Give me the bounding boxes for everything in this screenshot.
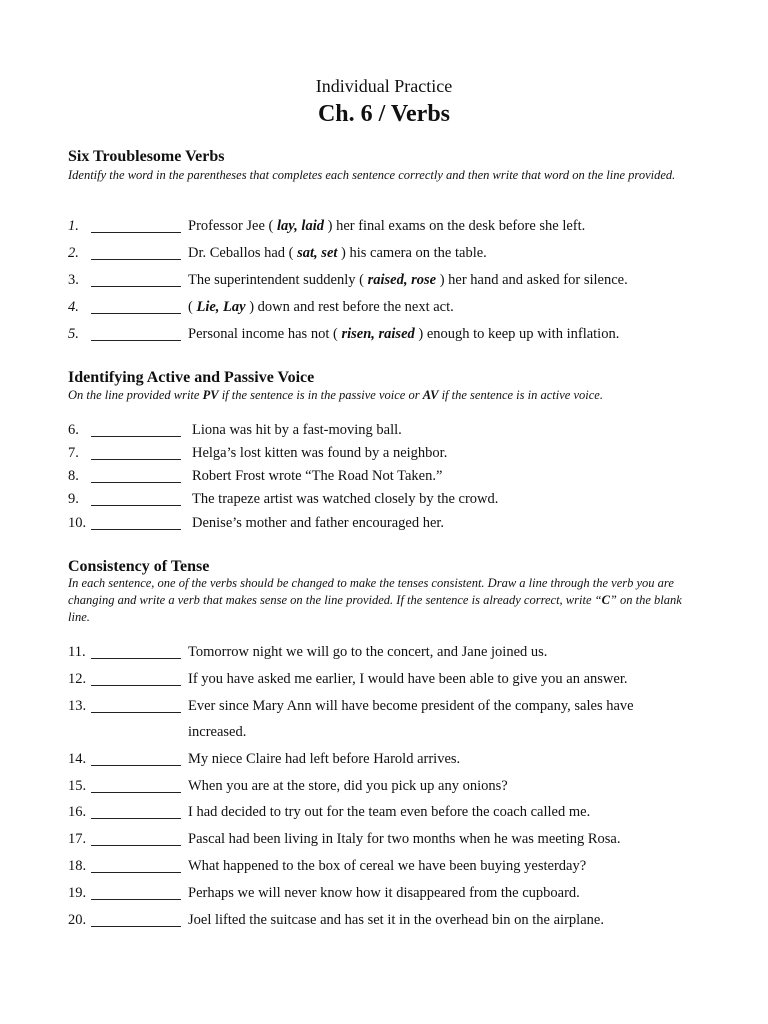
answer-blank[interactable] [91,459,181,460]
question-text: The superintendent suddenly ( raised, rose ) her hand and asked for silence. [188,272,628,288]
question-text: Tomorrow night we will go to the concert, and Jane joined us. [188,644,548,660]
question-text: Ever since Mary Ann will have become president of the company, sales have [188,698,634,714]
answer-blank[interactable] [91,482,181,483]
answer-blank[interactable] [91,712,181,713]
question-text: Helga’s lost kitten was found by a neighbor. [192,445,448,461]
question-text: ( Lie, Lay ) down and rest before the next act. [188,299,454,315]
section-heading-consistency-of-tense: Consistency of Tense [68,558,210,575]
answer-blank[interactable] [91,765,181,766]
question-number: 8. [68,468,79,484]
question-number: 6. [68,422,79,438]
verb-choice: sat, set [297,245,338,261]
answer-blank[interactable] [91,232,181,233]
question-text: Robert Frost wrote “The Road Not Taken.” [192,468,443,484]
question-number: 20. [68,912,87,928]
question-text: Joel lifted the suitcase and has set it in the overhead bin on the airplane. [188,912,604,928]
question-number: 17. [68,831,87,847]
answer-blank[interactable] [91,845,181,846]
question-text: Dr. Ceballos had ( sat, set ) his camera on the table. [188,245,487,261]
section-instructions-consistency-of-tense: In each sentence, one of the verbs should be changed to make the tenses consistent. Draw a line through the verb you are changing and write a verb that makes sense on the line provided. If the sentence is already correct, write “C” on the blank line. [68,576,682,624]
question-text: Personal income has not ( risen, raised ) enough to keep up with inflation. [188,326,620,342]
answer-blank[interactable] [91,818,181,819]
section-heading-active-passive: Identifying Active and Passive Voice [68,369,315,386]
page-subtitle: Individual Practice [315,76,453,96]
answer-blank[interactable] [91,259,181,260]
question-text: Professor Jee ( lay, laid ) her final exams on the desk before she left. [188,218,586,234]
question-number: 19. [68,885,87,901]
answer-blank[interactable] [91,313,181,314]
answer-blank[interactable] [91,286,181,287]
question-number: 10. [68,515,87,531]
question-number: 5. [68,326,79,342]
question-text: The trapeze artist was watched closely by the crowd. [192,491,499,507]
question-number: 9. [68,491,79,507]
question-text: My niece Claire had left before Harold arrives. [188,751,461,767]
answer-blank[interactable] [91,658,181,659]
verb-choice: lay, laid [277,218,324,234]
section-heading-troublesome-verbs: Six Troublesome Verbs [68,148,225,165]
question-number: 14. [68,751,87,767]
verb-choice: raised, rose [367,272,437,288]
question-text: Pascal had been living in Italy for two months when he was meeting Rosa. [188,831,621,847]
question-number: 12. [68,671,87,687]
question-text-continuation: increased. [188,724,247,740]
question-number: 18. [68,858,87,874]
question-number: 11. [68,644,86,660]
question-text: Denise’s mother and father encouraged her. [192,515,445,531]
answer-blank[interactable] [91,792,181,793]
answer-blank[interactable] [91,340,181,341]
question-number: 16. [68,804,87,820]
answer-blank[interactable] [91,872,181,873]
page-title: Ch. 6 / Verbs [317,101,451,127]
answer-blank[interactable] [91,685,181,686]
question-number: 4. [68,299,79,315]
section-instructions-active-passive: On the line provided write PV if the sentence is in the passive voice or AV if the sentence is in active voice. [68,388,603,402]
answer-blank[interactable] [91,436,181,437]
verb-choice: risen, raised [341,326,415,342]
verb-choice: Lie, Lay [196,299,246,315]
question-number: 2. [68,245,79,261]
question-number: 13. [68,698,87,714]
question-number: 7. [68,445,79,461]
question-text: Perhaps we will never know how it disappeared from the cupboard. [188,885,580,901]
answer-blank[interactable] [91,899,181,900]
question-text: Liona was hit by a fast-moving ball. [192,422,402,438]
section-instructions-troublesome-verbs: Identify the word in the parentheses that completes each sentence correctly and then write that word on the line provided. [68,168,676,182]
question-text: When you are at the store, did you pick up any onions? [188,778,508,794]
answer-blank[interactable] [91,505,181,506]
question-number: 15. [68,778,87,794]
question-text: What happened to the box of cereal we have been buying yesterday? [188,858,587,874]
question-number: 3. [68,272,79,288]
question-text: I had decided to try out for the team even before the coach called me. [188,804,591,820]
question-number: 1. [68,218,79,234]
question-text: If you have asked me earlier, I would have been able to give you an answer. [188,671,628,687]
answer-blank[interactable] [91,926,181,927]
answer-blank[interactable] [91,529,181,530]
